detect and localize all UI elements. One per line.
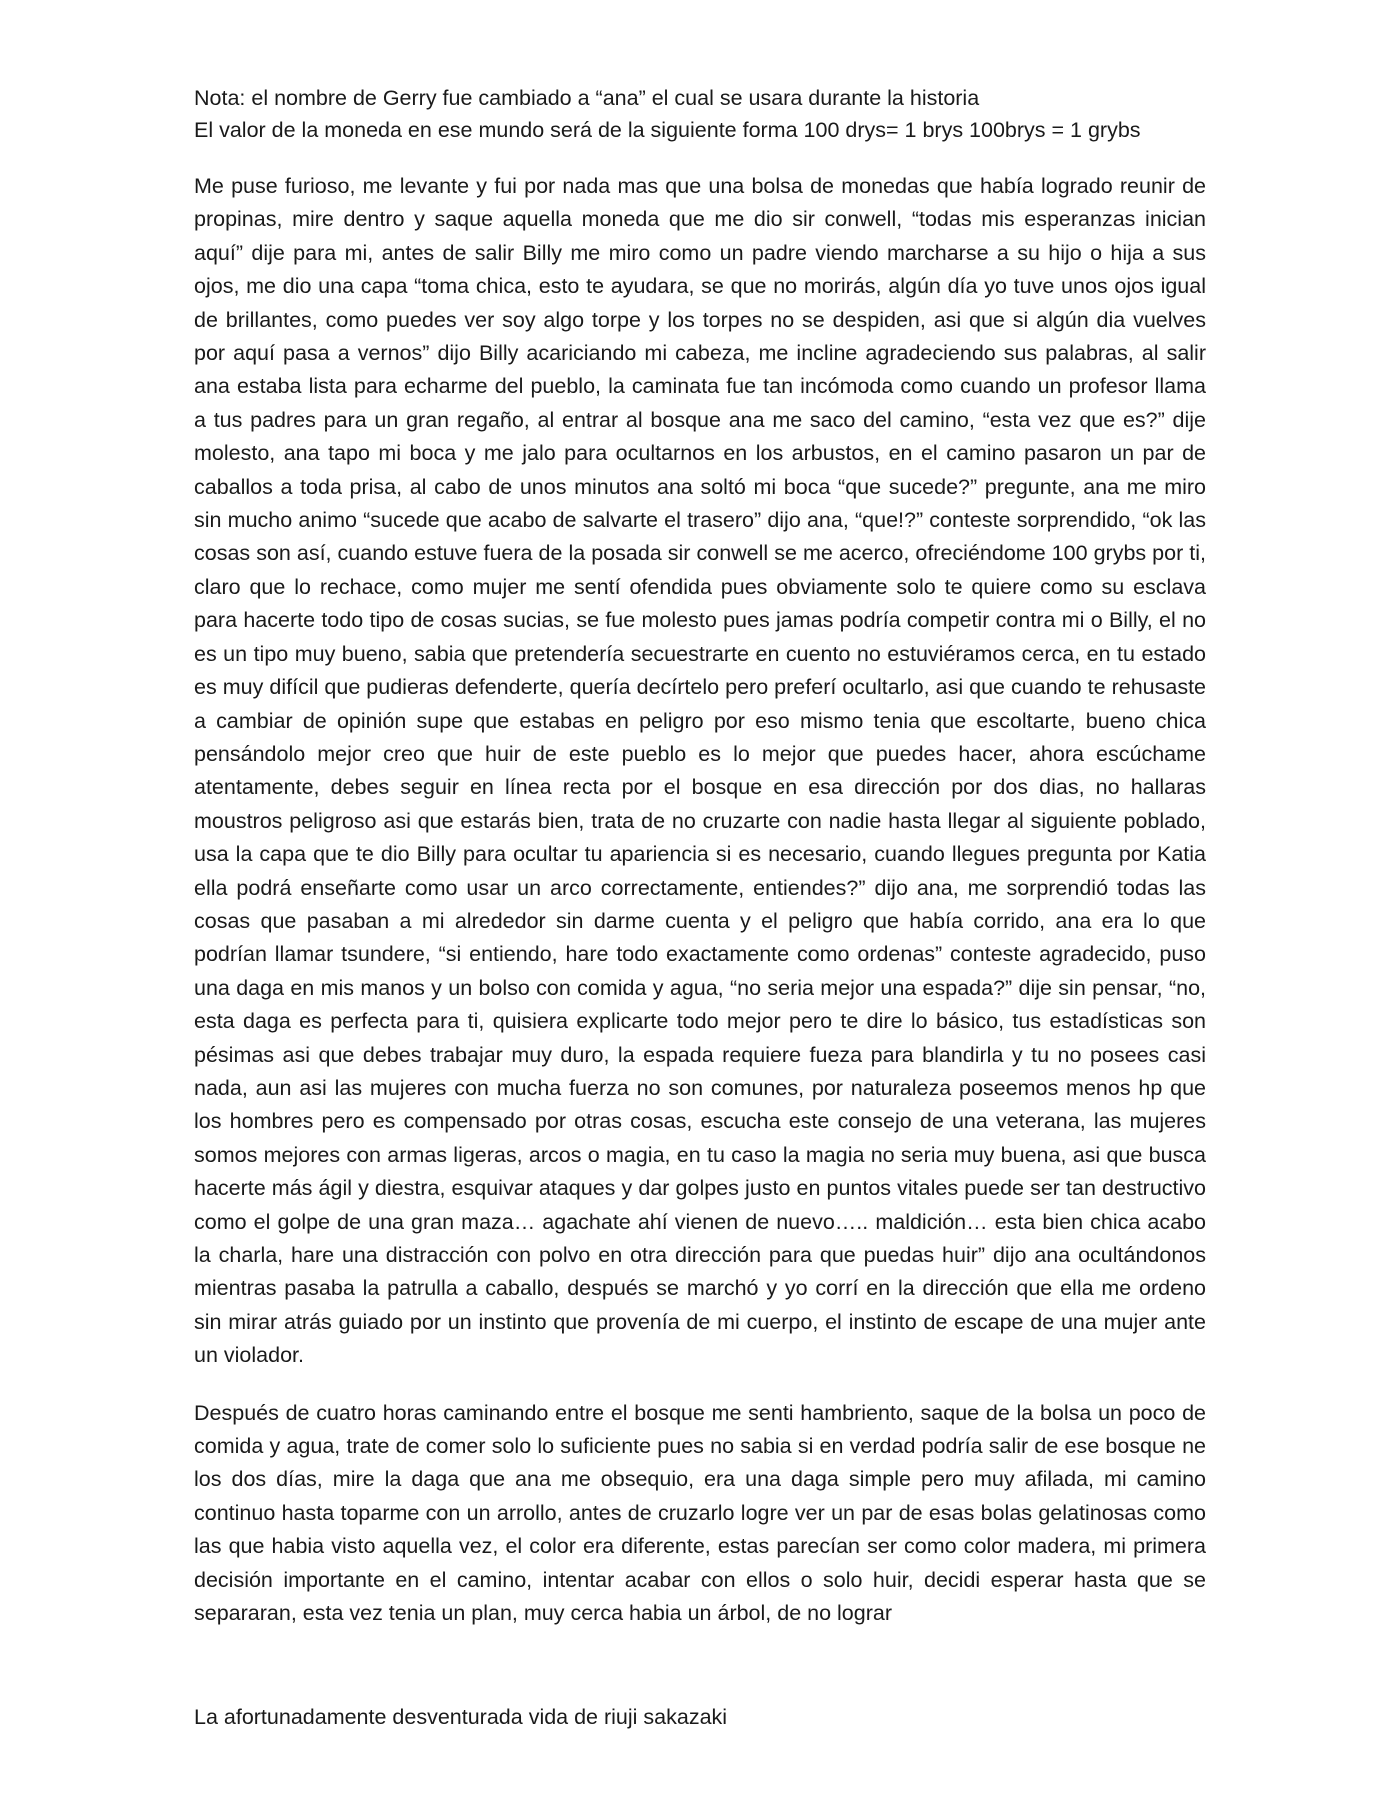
story-paragraph: Después de cuatro horas caminando entre el bosque me senti hambriento, saque de la bolsa un poco de comida y agua, trate de comer solo lo suficiente pues no sabia si en verdad podría salir de ese bosque ne los dos días, mire la daga que ana me obsequio, era una daga simple pero muy afilada, mi camino continuo hasta toparme con un arrollo, antes de cruzarlo logre ver un par de esas bolas gelatinosas como las que habia visto aquella vez, el color era diferente, estas parecían ser como color madera, mi primera decisión importante en el camino, intentar acabar con ellos o solo huir, decidi esperar hasta que se separaran, esta vez tenia un plan, muy cerca habia un árbol, de no lograr: [194, 1400, 1206, 1626]
story-body: [194, 170, 1206, 1630]
note-line-currency: El valor de la moneda en ese mundo será de la siguiente forma 100 drys= 1 brys 100brys = 1 grybs: [194, 118, 1141, 142]
notes-block: [194, 82, 1206, 146]
document-page: [194, 82, 1206, 1654]
story-paragraph: Me puse furioso, me levante y fui por nada mas que una bolsa de monedas que había logrado reunir de propinas, mire dentro y saque aquella moneda que me dio sir conwell, “todas mis esperanzas inician aquí” dije para mi, antes de salir Billy me miro como un padre viendo marcharse a su hijo o hija a sus ojos, me dio una capa “toma chica, esto te ayudara, se que no morirás, algún día yo tuve unos ojos igual de brillantes, como puedes ver soy algo torpe y los torpes no se despiden, asi que si algún dia vuelves por aquí pasa a vernos” dijo Billy acariciando mi cabeza, me incline agradeciendo sus palabras, al salir ana estaba lista para echarme del pueblo, la caminata fue tan incómoda como cuando un profesor llama a tus padres para un gran regaño, al entrar al bosque ana me saco del camino, “esta vez que es?” dije molesto, ana tapo mi boca y me jalo para ocultarnos en los arbustos, en el camino pasaron un par de caballos a toda prisa, al cabo de unos minutos ana soltó mi boca “que sucede?” pregunte, ana me miro sin mucho animo “sucede que acabo de salvarte el trasero” dijo ana, “que!?” conteste sorprendido, “ok las cosas son así, cuando estuve fuera de la posada sir conwell se me acerco, ofreciéndome 100 grybs por ti, claro que lo rechace, como mujer me sentí ofendida pues obviamente solo te quiere como su esclava para hacerte todo tipo de cosas sucias, se fue molesto pues jamas podría competir contra mi o Billy, el no es un tipo muy bueno, sabia que pretendería secuestrarte en cuento no estuviéramos cerca, en tu estado es muy difícil que pudieras defenderte, quería decírtelo pero preferí ocultarlo, asi que cuando te rehusaste a cambiar de opinión supe que estabas en peligro por eso mismo tenia que escoltarte, bueno chica pensándolo mejor creo que huir de este pueblo es lo mejor que puedes hacer, ahora escúchame atentamente, debes seguir en línea recta por el bosque en esa dirección por dos dias, no hallaras moustros peligroso asi que estarás bien, trata de no cruzarte con nadie hasta llegar al siguiente poblado, usa la capa que te dio Billy para ocultar tu apariencia si es necesario, cuando llegues pregunta por Katia ella podrá enseñarte como usar un arco correctamente, entiendes?” dijo ana, me sorprendió todas las cosas que pasaban a mi alrededor sin darme cuenta y el peligro que había corrido, ana era lo que podrían llamar tsundere, “si entiendo, hare todo exactamente como ordenas” conteste agradecido, puso una daga en mis manos y un bolso con comida y agua, “no seria mejor una espada?” dije sin pensar, “no, esta daga es perfecta para ti, quisiera explicarte todo mejor pero te dire lo básico, tus estadísticas son pésimas asi que debes trabajar muy duro, la espada requiere fueza para blandirla y tu no posees casi nada, aun asi las mujeres con mucha fuerza no son comunes, por naturaleza poseemos menos hp que los hombres pero es compensado por otras cosas, escucha este consejo de una veterana, las mujeres somos mejores con armas ligeras, arcos o magia, en tu caso la magia no seria muy buena, asi que busca hacerte más ágil y diestra, esquivar ataques y dar golpes justo en puntos vitales puede ser tan destructivo como el golpe de una gran maza… agachate ahí vienen de nuevo….. maldición… esta bien chica acabo la charla, hare una distracción con polvo en otra dirección para que puedas huir” dijo ana ocultándonos mientras pasaba la patrulla a caballo, después se marchó y yo corrí en la dirección que ella me ordeno sin mirar atrás guiado por un instinto que provenía de mi cuerpo, el instinto de escape de una mujer ante un violador.: [194, 174, 1206, 1368]
page-footer-title: La afortunadamente desventurada vida de riuji sakazaki: [194, 1705, 728, 1729]
note-line-name-change: Nota: el nombre de Gerry fue cambiado a “ana” el cual se usara durante la historia: [194, 86, 980, 110]
